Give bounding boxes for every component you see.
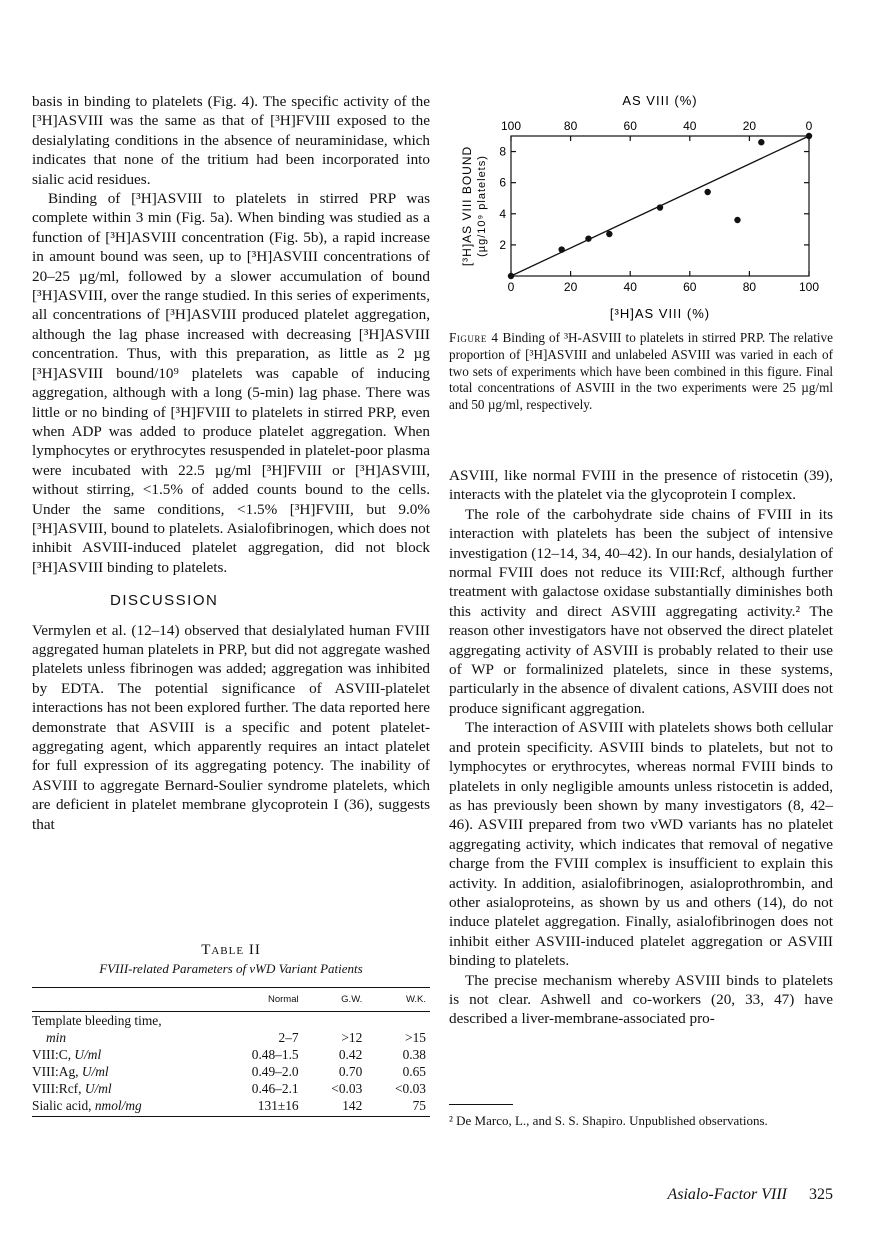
table-cell: 0.46–2.1: [251, 1081, 299, 1096]
table-cell: 75: [366, 1097, 430, 1117]
x-tick-label: 40: [623, 280, 637, 294]
table-cell: [366, 1012, 430, 1030]
paragraph: Vermylen et al. (12–14) observed that desialylated human FVIII aggregated human platelets in PRP, but did not aggregate washed platelets unless fibrinogen was added; aggregation was inhibited by EDTA. The potential significance of ASVIII-platelet interactions has not been explored further. The data reported here demonstrate that ASVIII is a specific and potent platelet-aggregating agent, which apparently requires an intact platelet for full expression of its aggregating potency. The inability of ASVIII to aggregate Bernard-Soulier syndrome platelets, which are deficient in platelet membrane glycoprotein I (36), suggests that: [32, 621, 430, 833]
data-point: [734, 217, 740, 223]
table-cell-param: min: [46, 1030, 67, 1045]
data-point: [758, 139, 764, 145]
table-title: Table II: [201, 942, 261, 958]
top-tick-label: 40: [683, 119, 697, 133]
table-header-row: [32, 988, 430, 1012]
table-cell: >12: [341, 1030, 363, 1045]
table-cell: 0.42: [338, 1047, 363, 1062]
table-cell: <0.03: [331, 1081, 363, 1096]
parameters-table: [32, 987, 430, 1117]
table-header-empty: [32, 988, 219, 1012]
table-2: [32, 942, 430, 1117]
paragraph: ASVIII, like normal FVIII in the presence of ristocetin (39), interacts with the platelet via the glycoprotein I complex.: [449, 467, 833, 504]
left-column: [32, 92, 430, 834]
data-point: [806, 133, 812, 139]
y-tick-label: 6: [499, 175, 506, 190]
table-row: [32, 1046, 430, 1063]
top-axis-label: AS VIII (%): [622, 93, 698, 108]
table-cell-param: VIII:Ag, U/ml: [32, 1064, 109, 1079]
section-heading-discussion: DISCUSSION: [110, 592, 219, 610]
table-row: [32, 1063, 430, 1080]
top-tick-label: 20: [742, 119, 757, 133]
x-tick-label: 0: [507, 280, 515, 294]
footnote-rule: [449, 1104, 513, 1105]
table-cell: 0.49–2.0: [251, 1064, 299, 1079]
table-cell: [303, 1012, 367, 1030]
table-cell-param: VIII:Rcf, U/ml: [32, 1081, 112, 1096]
table-header-normal: Normal: [219, 988, 303, 1012]
y-axis-ticks: [499, 145, 809, 252]
x-tick-label: 20: [563, 280, 578, 294]
top-tick-label: 80: [563, 119, 578, 133]
table-cell: 0.70: [338, 1064, 363, 1079]
y-axis-label-line2: (µg/10⁹ platelets): [476, 155, 488, 257]
figure-4: [449, 92, 833, 414]
footnote: [449, 1104, 833, 1129]
page-number: 325: [809, 1186, 833, 1203]
table-cell: 131±16: [219, 1097, 303, 1117]
table-cell: 0.38: [402, 1047, 426, 1062]
data-point: [585, 235, 591, 241]
data-points: [508, 133, 812, 279]
paragraph: basis in binding to platelets (Fig. 4). The specific activity of the [³H]ASVIII was the same as that of [³H]FVIII exposed to the desialylating conditions in the absence of neuraminidase, which indicates that none of the tritium had been incorporated into sialic acid residues.: [32, 93, 430, 188]
table-row: [32, 1097, 430, 1117]
table-row: [32, 1080, 430, 1097]
y-tick-label: 8: [499, 144, 506, 159]
table-row: [32, 1029, 430, 1046]
x-tick-label: 100: [798, 280, 820, 294]
x-axis-ticks: [508, 271, 820, 294]
table-cell: 2–7: [278, 1030, 299, 1045]
top-axis-ticks: [501, 119, 813, 141]
right-column: [449, 466, 833, 1029]
table-subtitle: FVIII-related Parameters of vWD Variant Patients: [99, 961, 363, 976]
y-axis-label: [460, 146, 488, 266]
top-tick-label: 0: [805, 119, 813, 133]
paragraph: The role of the carbohydrate side chains of FVIII in its interaction with platelets has been the subject of intensive investigation (12–14, 34, 40–42). In our hands, desialylation of normal FVIII does not reduce its VIII:Rcf, although further treatment with galactose oxidase substantially diminishes both this activity and direct ASVIII aggregating activity.² The reason other investigators have not observed the direct platelet aggregating activity of ASVIII is probably related to their use of WP or formalinized platelets, since in these systems, particularly in the absence of divalent cations, ASVIII does not produce significant aggregation.: [449, 505, 833, 717]
figure-label: Figure 4: [449, 330, 499, 345]
paragraph: The interaction of ASVIII with platelets shows both cellular and protein specificity. ASVIII binds to platelets, but not to lymphocytes or erythrocytes, whereas normal FVIII binds to platelets in only negligible amounts unless ristocetin is added, as has previously been shown by many investigators (8, 42–46). ASVIII prepared from two vWD variants has no platelet aggregating activity, which indicates that removal of negative charge from the FVIII complex is insufficient to explain this activity. In addition, asialofibrinogen, asialoprothrombin, and other asialoproteins, as shown by us and others (14), do not induce platelet aggregation. Finally, asialofibrinogen does not inhibit either ASVIII-induced platelet aggregation or ASVIII binding to platelets.: [449, 719, 833, 970]
y-axis-label-line1: [³H]AS VIII BOUND: [460, 145, 474, 267]
figure-caption: [449, 330, 833, 414]
paragraph: The precise mechanism whereby ASVIII binds to platelets is not clear. Ashwell and co-workers (20, 33, 47) have described a liver-membrane-associated pro-: [449, 971, 833, 1028]
y-tick-label: 2: [499, 237, 506, 252]
y-tick-label: 4: [499, 206, 506, 221]
x-tick-label: 80: [742, 280, 757, 294]
data-point: [704, 189, 710, 195]
table-header-wk: W.K.: [366, 988, 430, 1012]
top-tick-label: 60: [623, 119, 637, 133]
table-cell: >15: [405, 1030, 426, 1045]
data-point: [558, 246, 564, 252]
paragraph: Binding of [³H]ASVIII to platelets in stirred PRP was complete within 3 min (Fig. 5a). When binding was studied as a function of [³H]ASVIII concentration (Fig. 5b), a rapid increase in amount bound was seen, up to [³H]ASVIII concentrations of 20–25 µg/ml, followed by a slower accumulation of bound [³H]ASVIII, over the range studied. In this series of experiments, all concentrations of [³H]ASVIII produced platelet aggregation, although the lag phase increased with decreasing [³H]ASVIII concentration. Thus, with this preparation, as little as 2 µg [³H]ASVIII bound/10⁹ platelets was capable of inducing aggregation, although with a long (5-min) lag phase. There was little or no binding of [³H]FVIII to platelets in stirred PRP, even when ADP was added to produce platelet aggregation. When lymphocytes or erythrocytes resuspended in platelet-poor plasma were incubated with 22.5 µg/ml [³H]FVIII or [³H]ASVIII, without stirring, <1.5% of added counts bound to the cells. Under the same conditions, <1.5% [³H]FVIII, but 9.0% [³H]ASVIII, bound to platelets. Asialofibrinogen, which does not inhibit ASVIII-induced platelet aggregation, did not block [³H]ASVIII binding to platelets.: [32, 190, 430, 576]
table-row: [32, 1012, 430, 1030]
table-cell: 0.48–1.5: [251, 1047, 299, 1062]
footnote-text: ² De Marco, L., and S. S. Shapiro. Unpublished observations.: [449, 1113, 768, 1128]
table-cell-param: Template bleeding time,: [32, 1013, 162, 1028]
table-cell-param: Sialic acid, nmol/mg: [32, 1097, 219, 1117]
table-header-gw: G.W.: [303, 988, 367, 1012]
top-tick-label: 100: [500, 119, 522, 133]
binding-chart: [449, 92, 833, 322]
figure-caption-text: Binding of ³H-ASVIII to platelets in stirred PRP. The relative proportion of [³H]ASVIII and unlabeled ASVIII was varied in each of two sets of experiments which have been combined in this figure. Final total concentrations of ASVIII in the two experiments were 25 µg/ml and 50 µg/ml, respectively.: [449, 330, 834, 413]
x-axis-label: [³H]AS VIII (%): [609, 306, 711, 321]
data-point: [606, 231, 612, 237]
x-tick-label: 60: [683, 280, 697, 294]
table-cell: 0.65: [402, 1064, 426, 1079]
data-point: [657, 204, 663, 210]
table-cell: <0.03: [395, 1081, 426, 1096]
table-cell-param: VIII:C, U/ml: [32, 1047, 102, 1062]
data-point: [508, 273, 514, 279]
page-footer: [600, 1186, 833, 1204]
table-cell: [219, 1012, 303, 1030]
running-title: Asialo-Factor VIII: [667, 1186, 787, 1203]
table-cell: 142: [303, 1097, 367, 1117]
